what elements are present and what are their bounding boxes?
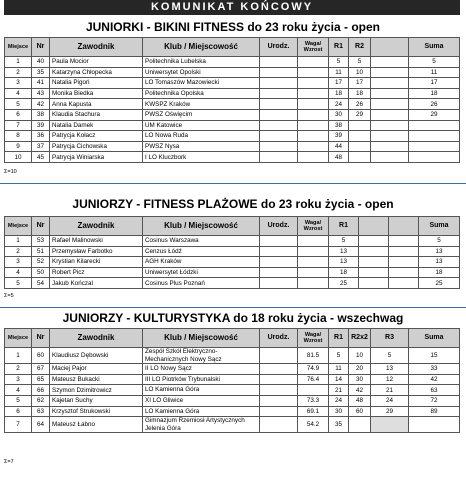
cell-weight: 74.9	[298, 364, 329, 375]
table-header-row	[5, 38, 460, 57]
cell-total	[409, 152, 460, 163]
column-header-place: Miejsce	[5, 329, 32, 348]
table-row	[5, 417, 460, 433]
cell-weight	[298, 67, 329, 78]
cell-nr: 65	[32, 374, 50, 385]
column-header-r3: R3	[371, 329, 409, 348]
cell-r2: 48	[349, 395, 371, 406]
cell-name: Rafael Malinowski	[50, 236, 143, 247]
table-row	[5, 109, 460, 120]
cell-birth	[260, 141, 298, 152]
cell-total: 11	[409, 67, 460, 78]
cell-r2	[359, 278, 389, 289]
cell-weight: 54.2	[298, 417, 329, 433]
cell-nr: 37	[32, 141, 50, 152]
cell-nr: 60	[32, 348, 50, 364]
table-row	[5, 257, 460, 268]
cell-r3	[371, 120, 409, 131]
cell-name: Jakub Kończal	[50, 278, 143, 289]
cell-name: Natalia Damek	[50, 120, 143, 131]
cell-r1: 44	[329, 141, 349, 152]
cell-total	[409, 131, 460, 142]
cell-r2	[359, 267, 389, 278]
cell-name: Klaudiusz Dębowski	[50, 348, 143, 364]
cell-r3	[389, 278, 419, 289]
column-header-name: Zawodnik	[50, 217, 143, 236]
cell-r3: 12	[371, 374, 409, 385]
cell-weight	[298, 120, 329, 131]
results-table-bikini-fitness	[4, 37, 460, 163]
cell-weight	[298, 57, 329, 68]
cell-birth	[260, 78, 298, 89]
cell-club: Cosinus Plus Poznań	[143, 278, 260, 289]
table-row	[5, 152, 460, 163]
cell-r1: 11	[329, 67, 349, 78]
cell-birth	[260, 152, 298, 163]
cell-r1: 38	[329, 120, 349, 131]
cell-r1: 5	[329, 57, 349, 68]
column-header-nr: Nr	[32, 38, 50, 57]
cell-birth	[260, 406, 298, 417]
cell-r2	[359, 236, 389, 247]
section-title-bikini-fitness: JUNIORKI - BIKINI FITNESS do 23 roku życia - open	[85, 20, 381, 34]
cell-total: 5	[409, 57, 460, 68]
cell-club: XI LO Gliwice	[143, 395, 260, 406]
cell-r1: 24	[329, 395, 349, 406]
cell-r2: 20	[349, 364, 371, 375]
cell-nr: 45	[32, 152, 50, 163]
cell-place: 2	[5, 67, 32, 78]
cell-birth	[260, 364, 298, 375]
cell-total: 33	[409, 364, 460, 375]
cell-weight: 73.3	[298, 395, 329, 406]
cell-birth	[260, 88, 298, 99]
cell-total: 72	[409, 395, 460, 406]
cell-place: 3	[5, 257, 32, 268]
cell-club: AGH Kraków	[143, 257, 260, 268]
cell-total: 42	[409, 374, 460, 385]
cell-r3	[371, 67, 409, 78]
cell-birth	[260, 246, 298, 257]
cell-place: 7	[5, 120, 32, 131]
cell-r3	[371, 152, 409, 163]
cell-nr: 51	[32, 246, 50, 257]
cell-r3	[371, 131, 409, 142]
cell-nr: 64	[32, 417, 50, 433]
cell-name: Kajetan Suchy	[50, 395, 143, 406]
cell-r1: 11	[329, 364, 349, 375]
cell-r3	[371, 57, 409, 68]
cell-name: Klaudia Stachura	[50, 109, 143, 120]
cell-birth	[260, 278, 298, 289]
cell-nr: 43	[32, 88, 50, 99]
cell-club: UM Katowice	[143, 120, 260, 131]
cell-r2	[349, 131, 371, 142]
column-header-name: Zawodnik	[50, 38, 143, 57]
cell-club: III LO Piotrków Trybunalski	[143, 374, 260, 385]
cell-name: Patrycja Kołacz	[50, 131, 143, 142]
column-header-name: Zawodnik	[50, 329, 143, 348]
cell-r2: 26	[349, 99, 371, 110]
cell-weight: 76.4	[298, 374, 329, 385]
cell-r2: 42	[349, 385, 371, 396]
column-header-weight: Waga/ Wzrost	[298, 217, 329, 236]
cell-name: Anna Kapusta	[50, 99, 143, 110]
results-table-kulturystyka	[4, 328, 460, 433]
cell-r2: 10	[349, 67, 371, 78]
cell-r3	[371, 88, 409, 99]
cell-weight	[298, 236, 329, 247]
sigma-count: Σ=7	[4, 459, 14, 465]
cell-total: 15	[409, 348, 460, 364]
cell-r3	[371, 417, 409, 433]
table-row	[5, 406, 460, 417]
table-row	[5, 364, 460, 375]
cell-birth	[260, 109, 298, 120]
cell-r3: 13	[371, 364, 409, 375]
cell-total: 63	[409, 385, 460, 396]
cell-r1: 18	[329, 267, 359, 278]
cell-weight	[298, 278, 329, 289]
page-banner: KOMUNIKAT KOŃCOWY	[4, 0, 460, 15]
table-header-row	[5, 217, 460, 236]
cell-club: PWSZ Nysa	[143, 141, 260, 152]
cell-total	[409, 120, 460, 131]
cell-birth	[260, 417, 298, 433]
results-table-fitness-plazowe	[4, 216, 460, 289]
table-row	[5, 120, 460, 131]
cell-r2: 10	[349, 348, 371, 364]
cell-r3	[371, 141, 409, 152]
table-row	[5, 374, 460, 385]
cell-club: Zespół Szkół Elektryczno-Mechanicznych Nowy Sącz	[143, 348, 260, 364]
cell-club: Uniwersytet Opolski	[143, 67, 260, 78]
cell-r3: 21	[371, 385, 409, 396]
column-header-r2	[359, 217, 389, 236]
table-row	[5, 246, 460, 257]
cell-club: I LO Kluczbork	[143, 152, 260, 163]
cell-r2: 60	[349, 406, 371, 417]
column-header-birth: Urodz.	[260, 38, 298, 57]
cell-name: Katarzyna Chłopecka	[50, 67, 143, 78]
cell-weight	[298, 141, 329, 152]
cell-r2	[349, 152, 371, 163]
table-row	[5, 67, 460, 78]
column-header-total: Suma	[409, 38, 460, 57]
cell-club: KWSPZ Kraków	[143, 99, 260, 110]
sigma-count: Σ=5	[4, 293, 14, 299]
column-header-r1: R1	[329, 329, 349, 348]
cell-total: 17	[409, 78, 460, 89]
cell-club: Cenzus Łódź	[143, 246, 260, 257]
column-header-total: Suma	[409, 329, 460, 348]
cell-name: Przemysław Farbotko	[50, 246, 143, 257]
cell-name: Patrycja Winiarska	[50, 152, 143, 163]
cell-weight	[298, 88, 329, 99]
cell-birth	[260, 374, 298, 385]
cell-weight	[298, 246, 329, 257]
cell-club: LO Tomaszów Mazowiecki	[143, 78, 260, 89]
cell-r2	[359, 257, 389, 268]
section-divider	[0, 183, 466, 184]
table-row	[5, 236, 460, 247]
cell-nr: 38	[32, 109, 50, 120]
cell-weight	[298, 99, 329, 110]
section-divider	[0, 307, 466, 308]
cell-birth	[260, 131, 298, 142]
cell-r3	[371, 99, 409, 110]
cell-nr: 63	[32, 406, 50, 417]
cell-name: Patrycja Cichowska	[50, 141, 143, 152]
cell-nr: 36	[32, 131, 50, 142]
cell-place: 4	[5, 267, 32, 278]
cell-place: 3	[5, 78, 32, 89]
cell-r1: 5	[329, 236, 359, 247]
cell-r1: 14	[329, 374, 349, 385]
cell-weight	[298, 257, 329, 268]
column-header-club: Klub / Miejscowość	[143, 38, 260, 57]
cell-name: Natalia Pigoń	[50, 78, 143, 89]
cell-r1: 30	[329, 406, 349, 417]
cell-nr: 54	[32, 278, 50, 289]
cell-place: 3	[5, 374, 32, 385]
cell-nr: 35	[32, 67, 50, 78]
cell-total: 13	[419, 246, 460, 257]
cell-place: 1	[5, 348, 32, 364]
cell-r1: 13	[329, 246, 359, 257]
column-header-total: Suma	[419, 217, 460, 236]
cell-r1: 30	[329, 109, 349, 120]
column-header-birth: Urodz.	[260, 217, 298, 236]
section-title-kulturystyka: JUNIORZY - KULTURYSTYKA do 18 roku życia - wszechwag	[62, 311, 404, 325]
cell-r2: 18	[349, 88, 371, 99]
column-header-nr: Nr	[32, 329, 50, 348]
cell-weight	[298, 78, 329, 89]
cell-birth	[260, 236, 298, 247]
cell-r3	[371, 78, 409, 89]
cell-weight	[298, 131, 329, 142]
cell-place: 8	[5, 131, 32, 142]
table-row	[5, 131, 460, 142]
sigma-count: Σ=10	[4, 169, 17, 175]
table-row	[5, 278, 460, 289]
column-header-club: Klub / Miejscowość	[143, 329, 260, 348]
cell-birth	[260, 385, 298, 396]
cell-name: Szymon Dzimitrowicz	[50, 385, 143, 396]
cell-club: LO Nowa Ruda	[143, 131, 260, 142]
cell-place: 10	[5, 152, 32, 163]
column-header-r3	[389, 217, 419, 236]
cell-name: Mateusz Bukacki	[50, 374, 143, 385]
cell-birth	[260, 57, 298, 68]
cell-nr: 39	[32, 120, 50, 131]
cell-r1: 5	[329, 348, 349, 364]
cell-place: 6	[5, 109, 32, 120]
table-row	[5, 267, 460, 278]
column-header-r2: R2	[349, 38, 371, 57]
cell-name: Monika Biedka	[50, 88, 143, 99]
cell-r1: 17	[329, 78, 349, 89]
cell-weight: 81.5	[298, 348, 329, 364]
cell-nr: 42	[32, 99, 50, 110]
cell-total: 89	[409, 406, 460, 417]
cell-r3	[389, 267, 419, 278]
column-header-place: Miejsce	[5, 217, 32, 236]
cell-r1: 35	[329, 417, 349, 433]
cell-r3	[389, 246, 419, 257]
cell-birth	[260, 257, 298, 268]
table-row	[5, 88, 460, 99]
cell-weight	[298, 109, 329, 120]
cell-place: 5	[5, 278, 32, 289]
cell-total: 29	[409, 109, 460, 120]
cell-nr: 62	[32, 395, 50, 406]
cell-r2	[349, 141, 371, 152]
cell-r1: 24	[329, 99, 349, 110]
table-row	[5, 57, 460, 68]
cell-place: 1	[5, 57, 32, 68]
cell-name: Krystian Kilarecki	[50, 257, 143, 268]
cell-total	[409, 141, 460, 152]
column-header-r1: R1	[329, 38, 349, 57]
cell-total: 18	[409, 88, 460, 99]
cell-r1: 39	[329, 131, 349, 142]
column-header-weight: Waga/ Wzrost	[298, 329, 329, 348]
column-header-club: Klub / Miejscowość	[143, 217, 260, 236]
cell-r3	[389, 236, 419, 247]
cell-r1: 21	[329, 385, 349, 396]
cell-r1: 13	[329, 257, 359, 268]
cell-total: 18	[419, 267, 460, 278]
cell-r3: 24	[371, 395, 409, 406]
cell-weight	[298, 385, 329, 396]
table-row	[5, 99, 460, 110]
column-header-weight: Waga/ Wzrost	[298, 38, 329, 57]
cell-name: Krzysztof Strukowski	[50, 406, 143, 417]
cell-name: Maciej Pajor	[50, 364, 143, 375]
cell-r2	[359, 246, 389, 257]
cell-club: Gimnazjum Rzemiosł Artystycznych Jelenia Góra	[143, 417, 260, 433]
cell-r3: 5	[371, 348, 409, 364]
cell-total: 13	[419, 257, 460, 268]
table-row	[5, 141, 460, 152]
cell-place: 2	[5, 246, 32, 257]
cell-place: 4	[5, 385, 32, 396]
cell-club: Politechnika Opolska	[143, 88, 260, 99]
cell-name: Paula Mocior	[50, 57, 143, 68]
cell-nr: 53	[32, 236, 50, 247]
cell-place: 9	[5, 141, 32, 152]
cell-nr: 66	[32, 385, 50, 396]
cell-r2	[349, 417, 371, 433]
cell-birth	[260, 395, 298, 406]
cell-r3	[389, 257, 419, 268]
cell-total	[409, 417, 460, 433]
table-row	[5, 395, 460, 406]
cell-club: Cosinus Warszawa	[143, 236, 260, 247]
cell-total: 5	[419, 236, 460, 247]
cell-place: 4	[5, 88, 32, 99]
cell-r1: 18	[329, 88, 349, 99]
column-header-nr: Nr	[32, 217, 50, 236]
cell-place: 6	[5, 406, 32, 417]
cell-r2	[349, 120, 371, 131]
cell-club: II LO Nowy Sącz	[143, 364, 260, 375]
cell-total: 26	[409, 99, 460, 110]
column-header-place: Miejsce	[5, 38, 32, 57]
cell-club: Politechnika Lubelska	[143, 57, 260, 68]
cell-r2: 17	[349, 78, 371, 89]
cell-r3	[371, 109, 409, 120]
cell-name: Robert Picz	[50, 267, 143, 278]
cell-birth	[260, 267, 298, 278]
cell-r3: 29	[371, 406, 409, 417]
section-title-fitness-plazowe: JUNIORZY - FITNESS PLAŻOWE do 23 roku życia - open	[72, 197, 394, 211]
cell-r1: 25	[329, 278, 359, 289]
cell-r2: 29	[349, 109, 371, 120]
cell-place: 5	[5, 395, 32, 406]
cell-nr: 52	[32, 257, 50, 268]
table-row	[5, 78, 460, 89]
cell-r2: 30	[349, 374, 371, 385]
cell-weight: 69.1	[298, 406, 329, 417]
cell-club: PWSZ Oświęcim	[143, 109, 260, 120]
cell-club: Uniwersytet Łódzki	[143, 267, 260, 278]
cell-birth	[260, 348, 298, 364]
cell-weight	[298, 267, 329, 278]
table-row	[5, 385, 460, 396]
cell-r1: 48	[329, 152, 349, 163]
column-header-r1: R1	[329, 217, 359, 236]
cell-place: 2	[5, 364, 32, 375]
cell-r2: 5	[349, 57, 371, 68]
cell-birth	[260, 99, 298, 110]
cell-club: LO Kamienna Góra	[143, 406, 260, 417]
cell-place: 7	[5, 417, 32, 433]
cell-nr: 40	[32, 57, 50, 68]
column-header-r3	[371, 38, 409, 57]
table-header-row	[5, 329, 460, 348]
cell-birth	[260, 67, 298, 78]
column-header-birth: Urodz.	[260, 329, 298, 348]
cell-place: 5	[5, 99, 32, 110]
cell-place: 1	[5, 236, 32, 247]
cell-nr: 50	[32, 267, 50, 278]
cell-birth	[260, 120, 298, 131]
cell-name: Mateusz Łabno	[50, 417, 143, 433]
cell-weight	[298, 152, 329, 163]
cell-nr: 67	[32, 364, 50, 375]
table-row	[5, 348, 460, 364]
column-header-r2: R2x2	[349, 329, 371, 348]
cell-club: LO Kamienna Góra	[143, 385, 260, 396]
cell-total: 25	[419, 278, 460, 289]
cell-nr: 41	[32, 78, 50, 89]
